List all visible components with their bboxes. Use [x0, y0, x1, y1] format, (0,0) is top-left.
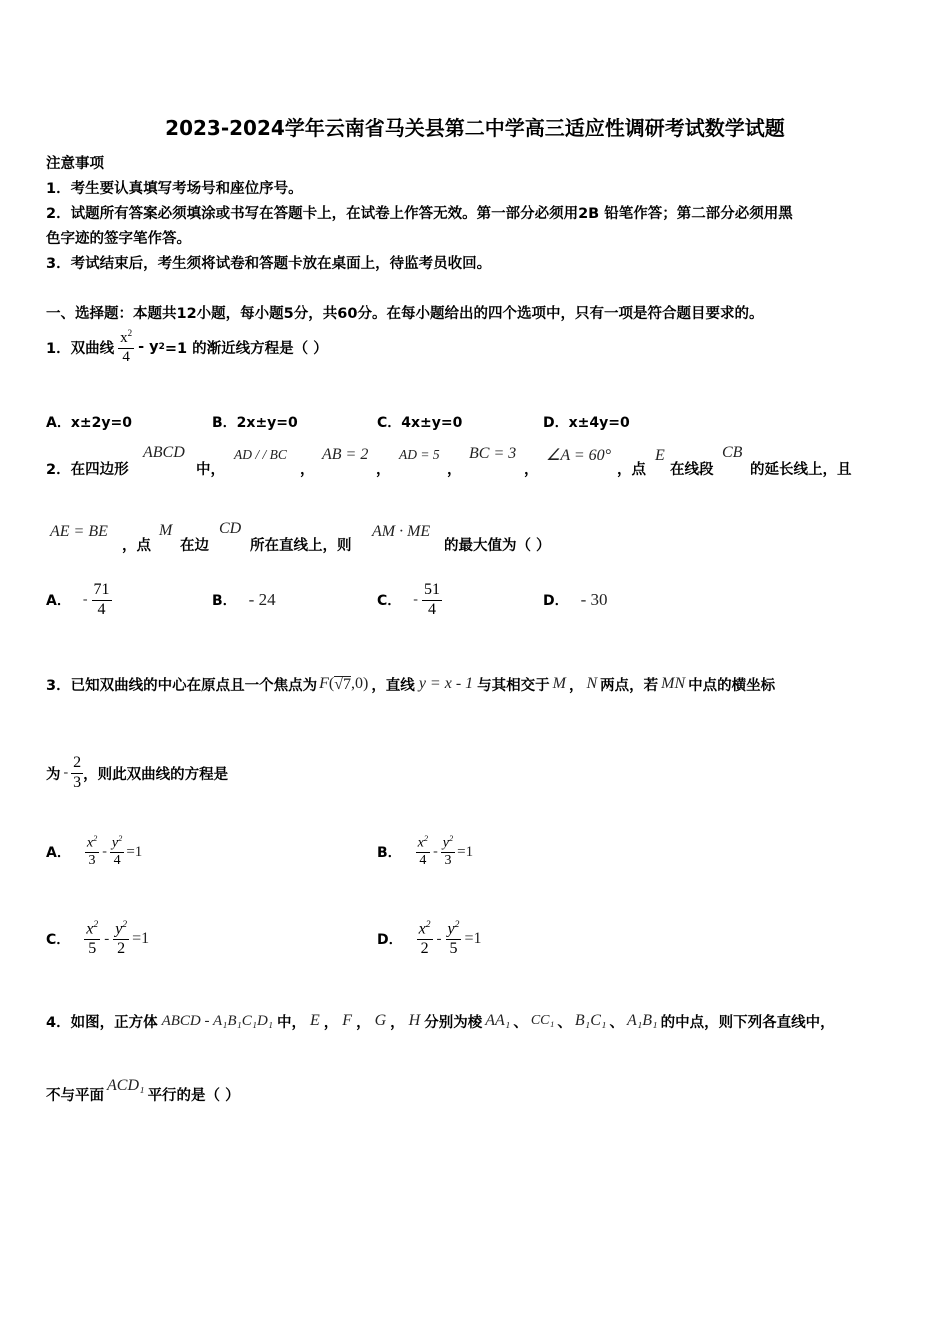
q4-sep: 、	[557, 1014, 572, 1031]
q4-h: H	[408, 1012, 421, 1029]
q3-fraction	[71, 755, 83, 792]
q4-comma: ，	[323, 1014, 339, 1031]
q2-text: ，点	[122, 538, 151, 554]
notice-heading: 注意事项	[46, 156, 104, 172]
option-label: B．	[212, 593, 237, 609]
option-label: A．	[46, 845, 71, 861]
q3-option-b	[377, 830, 473, 874]
option-label: C．	[377, 593, 402, 609]
q3-c-n2: y	[115, 920, 123, 938]
q3-b-n1: x	[417, 835, 424, 851]
q3-m: M	[552, 675, 566, 692]
q3-mn: MN	[661, 675, 686, 692]
q1-frac-exp: 2	[127, 327, 133, 338]
question-4	[46, 1004, 835, 1038]
exponent: 2	[448, 833, 454, 843]
q3-d-frac2	[446, 920, 462, 958]
q2-text: 的延长线上，且	[750, 462, 852, 478]
q3-line-2	[46, 748, 228, 798]
q3-d-d2: 5	[449, 940, 458, 958]
minus-sign: -	[436, 930, 442, 947]
q4-text: 分别为棱	[424, 1014, 483, 1031]
q2-text: 中，	[196, 462, 225, 478]
q1-mid-exp: 2	[158, 342, 165, 352]
q2-option-d	[543, 590, 608, 610]
q4-edge-1: AA₁	[485, 1012, 511, 1029]
q4-edge-4: A₁B₁	[626, 1012, 658, 1029]
q4-text: 不与平面	[46, 1087, 104, 1104]
minus-sign: -	[102, 844, 107, 859]
q3-text: 中点的横坐标	[688, 677, 776, 694]
option-label: A．	[46, 593, 71, 609]
q2-ab: AB = 2	[322, 446, 369, 463]
q3-c-n1: x	[86, 920, 94, 938]
q2-comma: ，	[447, 462, 462, 478]
minus-sign: -	[104, 930, 110, 947]
q1-option-c: C．4x±y=0	[377, 415, 463, 431]
q4-comma: ，	[356, 1014, 371, 1031]
q2-a-fraction	[92, 582, 112, 619]
q2-vector-product: AM · ME	[372, 523, 431, 540]
q2-option-b	[212, 590, 276, 610]
exponent: 2	[454, 919, 460, 931]
q4-plane: ACD₁	[107, 1077, 145, 1094]
notice-item: 1．考生要认真填写考场号和座位序号。	[46, 181, 303, 197]
q4-text: 4．如图，正方体	[46, 1014, 158, 1031]
option-label: D．	[377, 932, 403, 948]
q3-c-frac2	[113, 920, 129, 958]
q4-sep: 、	[513, 1014, 528, 1031]
q3-text: 为	[46, 766, 61, 783]
q2-text: 的最大值为（ ）	[444, 538, 551, 554]
q3-a-frac2	[110, 835, 124, 869]
exponent: 2	[118, 833, 123, 843]
q3-c-d2: 2	[117, 940, 126, 958]
q3-d-rhs: =1	[464, 930, 482, 947]
q4-cube: ABCD - A₁B₁C₁D₁	[161, 1012, 274, 1029]
q3-frac-den: 3	[73, 773, 82, 791]
option-label: D．	[543, 593, 569, 609]
q3-frac-num: 2	[71, 755, 83, 774]
q2-c-den: 4	[427, 600, 436, 618]
q2-c-sign: -	[413, 592, 418, 607]
q2-ad: AD = 5	[399, 447, 440, 462]
q3-focus-paren: (	[328, 675, 335, 692]
q1-fraction	[118, 329, 134, 366]
q2-parallel: AD / / BC	[234, 447, 287, 462]
q3-option-a	[46, 830, 142, 874]
q2-b-val: - 24	[248, 590, 276, 609]
q2-option-a	[46, 575, 112, 625]
q3-a-n1: x	[86, 835, 94, 851]
q1-prefix: 1．双曲线	[46, 340, 115, 357]
q3-n: N	[586, 675, 598, 692]
q3-text: 3．已知双曲线的中心在原点且一个焦点为	[46, 677, 318, 694]
notice-item: 2．试题所有答案必须填涂或书写在答题卡上，在试卷上作答无效。第一部分必须用2B 铅笔作答；第二部分必须用黑	[46, 206, 793, 222]
q4-text: 的中点，则下列各直线中，	[660, 1014, 835, 1031]
q2-comma: ，	[524, 462, 539, 478]
notice-item: 3．考试结束后，考生须将试卷和答题卡放在桌面上，待监考员收回。	[46, 256, 492, 272]
q3-text: ，直线	[371, 677, 415, 694]
q2-angle: ∠A = 60°	[546, 447, 612, 464]
q2-m: M	[159, 522, 173, 539]
q3-focus-rest: ,0)	[350, 675, 369, 692]
q2-bc: BC = 3	[469, 445, 517, 462]
q1-frac-den: 4	[122, 348, 130, 365]
notice-item: 色字迹的签字笔作答。	[46, 231, 191, 247]
q2-text: 所在直线上，则	[250, 538, 352, 554]
q2-c-fraction	[422, 582, 442, 619]
q3-sign: -	[63, 765, 69, 780]
q3-option-c	[46, 914, 149, 964]
q1-option-d: D．x±4y=0	[543, 415, 630, 431]
question-3	[46, 666, 775, 702]
q3-text: 与其相交于	[477, 677, 550, 694]
q3-a-d2: 4	[113, 853, 121, 869]
q3-b-d2: 3	[444, 853, 452, 869]
q3-c-d1: 5	[88, 940, 97, 958]
q4-text: 平行的是（ ）	[147, 1087, 240, 1104]
q2-a-den: 4	[97, 600, 106, 618]
exponent: 2	[93, 833, 98, 843]
q2-comma: ，	[300, 462, 315, 478]
q2-comma: ，	[376, 462, 391, 478]
q2-cb: CB	[722, 444, 743, 461]
q4-line-2	[46, 1076, 240, 1112]
q1-suffix: =1 的渐近线方程是（ ）	[164, 340, 328, 357]
q3-focus-f: F	[319, 675, 329, 692]
q2-e: E	[655, 447, 665, 464]
q3-d-d1: 2	[420, 940, 429, 958]
q3-line-eq: y = x - 1	[418, 675, 474, 692]
page-title: 2023-2024学年云南省马关县第二中学高三适应性调研考试数学试题	[165, 116, 785, 140]
q2-option-c	[377, 575, 442, 625]
option-label: B．	[377, 845, 402, 861]
q4-comma: ，	[390, 1014, 405, 1031]
q2-ae-be: AE = BE	[50, 523, 108, 540]
q3-a-rhs: =1	[126, 843, 143, 860]
q3-text: ，则此双曲线的方程是	[83, 766, 229, 783]
q4-sep: 、	[609, 1014, 624, 1031]
q3-a-n2: y	[111, 835, 119, 851]
q2-text: 在边	[180, 538, 209, 554]
section-heading: 一、选择题：本题共12小题，每小题5分，共60分。在每小题给出的四个选项中，只有一项是符合题目要求的。	[46, 306, 764, 322]
exponent: 2	[423, 833, 429, 843]
q4-f: F	[342, 1012, 353, 1029]
exponent: 2	[93, 919, 99, 931]
q2-c-num: 51	[422, 582, 442, 601]
q1-mid: - y	[138, 339, 159, 355]
q3-c-frac1	[84, 920, 100, 958]
q3-a-d1: 3	[88, 853, 96, 869]
q2-text: ，点	[617, 462, 646, 478]
q4-g: G	[374, 1012, 387, 1029]
q2-d-val: - 30	[580, 590, 608, 609]
q3-focus-sqrt: √7	[334, 675, 351, 693]
q3-d-n1: x	[418, 920, 426, 938]
q1-option-b: B．2x±y=0	[212, 415, 298, 431]
q3-d-frac1	[417, 920, 433, 958]
q3-b-rhs: =1	[457, 843, 474, 860]
q1-frac-num: x	[120, 329, 128, 346]
q3-option-d	[377, 914, 481, 964]
exponent: 2	[425, 919, 431, 931]
q2-cd: CD	[219, 520, 242, 537]
q4-edge-2: CC₁	[530, 1013, 555, 1028]
q2-abcd: ABCD	[143, 444, 185, 461]
q3-b-frac1	[416, 835, 430, 869]
question-1	[46, 322, 328, 372]
exponent: 2	[122, 919, 128, 931]
q2-text: 在线段	[670, 462, 714, 478]
q2-num: 2．在四边形	[46, 462, 129, 478]
q3-text: 两点，若	[600, 677, 659, 694]
q1-option-a: A．x±2y=0	[46, 415, 132, 431]
q3-b-frac2	[441, 835, 455, 869]
q2-a-sign: -	[82, 592, 88, 607]
minus-sign: -	[433, 844, 438, 859]
q3-text: ，	[568, 677, 584, 694]
q3-b-d1: 4	[419, 853, 427, 869]
q3-d-n2: y	[447, 920, 455, 938]
q2-a-num: 71	[92, 582, 112, 601]
option-label: C．	[46, 932, 71, 948]
q3-c-rhs: =1	[132, 930, 150, 947]
q3-a-frac1	[85, 835, 99, 869]
q4-edge-3: B₁C₁	[574, 1012, 607, 1029]
q4-text: 中，	[277, 1014, 307, 1031]
q4-e: E	[310, 1012, 320, 1029]
q3-b-n2: y	[442, 835, 449, 851]
